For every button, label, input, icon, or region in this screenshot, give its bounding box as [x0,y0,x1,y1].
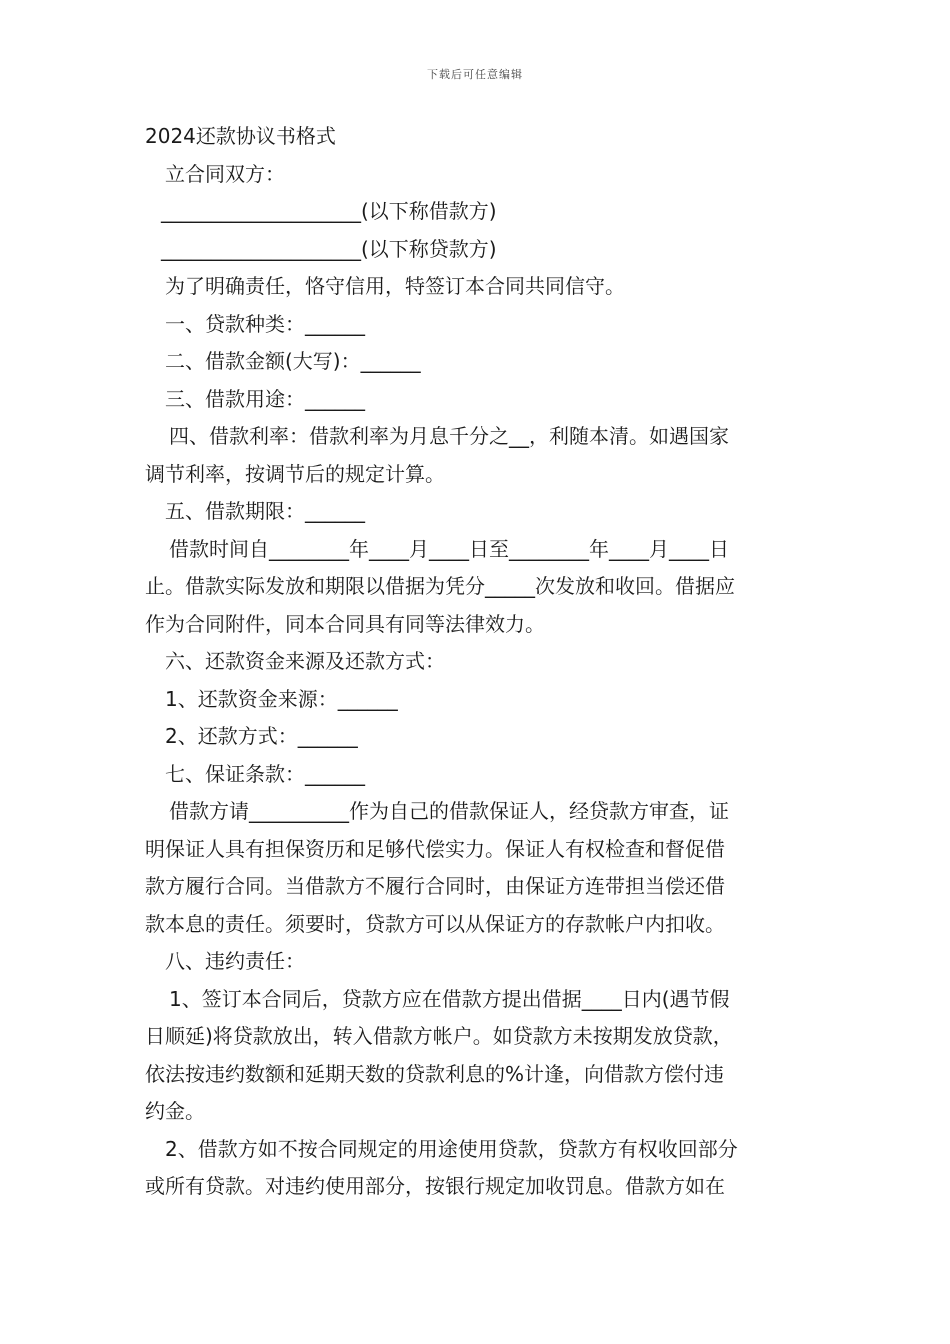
paragraph-line: 六、还款资金来源及还款方式： [165,649,445,673]
paragraph-line: 为了明确责任，恪守信用，特签订本合同共同信守。 [165,274,625,298]
paragraph-line: 日顺延)将贷款放出，转入借款方帐户。如贷款方未按期发放贷款， [145,1024,733,1048]
paragraph-line: 调节利率，按调节后的规定计算。 [145,461,445,486]
paragraph-line: 三、借款用途：______ [165,386,365,411]
paragraph-line: 四、借款利率：借款利率为月息千分之__，利随本清。如遇国家 [169,424,729,448]
paragraph-line: 八、违约责任： [165,949,305,973]
paragraph-line: 或所有贷款。对违约使用部分，按银行规定加收罚息。借款方如在 [145,1174,725,1198]
document-title: 2024还款协议书格式 [145,124,336,148]
paragraph-line: 2、借款方如不按合同规定的用途使用贷款，贷款方有权收回部分 [165,1136,738,1161]
paragraph-line: 借款方请__________作为自己的借款保证人，经贷款方审查，证 [169,799,729,823]
paragraph-line: 二、借款金额(大写)：______ [165,349,421,373]
paragraph-line: 止。借款实际发放和期限以借据为凭分_____次发放和收回。借据应 [145,574,735,598]
paragraph-line: 约金。 [145,1099,205,1123]
paragraph-line: 款本息的责任。须要时，贷款方可以从保证方的存款帐户内扣收。 [145,911,725,936]
paragraph-line: 作为合同附件，同本合同具有同等法律效力。 [145,611,545,636]
paragraph-line: ____________________(以下称贷款方) [161,236,497,261]
paragraph-line: 五、借款期限：______ [165,499,365,523]
header-note: 下载后可任意编辑 [427,68,523,81]
paragraph-line: 1、还款资金来源：______ [165,686,398,711]
paragraph-line: 立合同双方： [165,161,285,186]
paragraph-line: 1、签订本合同后，贷款方应在借款方提出借据____日内(遇节假 [169,986,730,1011]
paragraph-line: 2、还款方式：______ [165,724,358,748]
paragraph-line: 七、保证条款：______ [165,761,365,786]
document-body [145,118,810,1206]
paragraph-line: 一、贷款种类：______ [165,311,365,336]
paragraph-line: 明保证人具有担保资历和足够代偿实力。保证人有权检查和督促借 [145,836,725,861]
paragraph-line: 依法按违约数额和延期天数的贷款利息的%计逢，向借款方偿付违 [145,1061,725,1086]
paragraph-line: 借款时间自________年____月____日至________年____月____日 [169,536,729,561]
paragraph-line: 款方履行合同。当借款方不履行合同时，由保证方连带担当偿还借 [145,874,725,898]
paragraph-line: ____________________(以下称借款方) [161,199,497,223]
